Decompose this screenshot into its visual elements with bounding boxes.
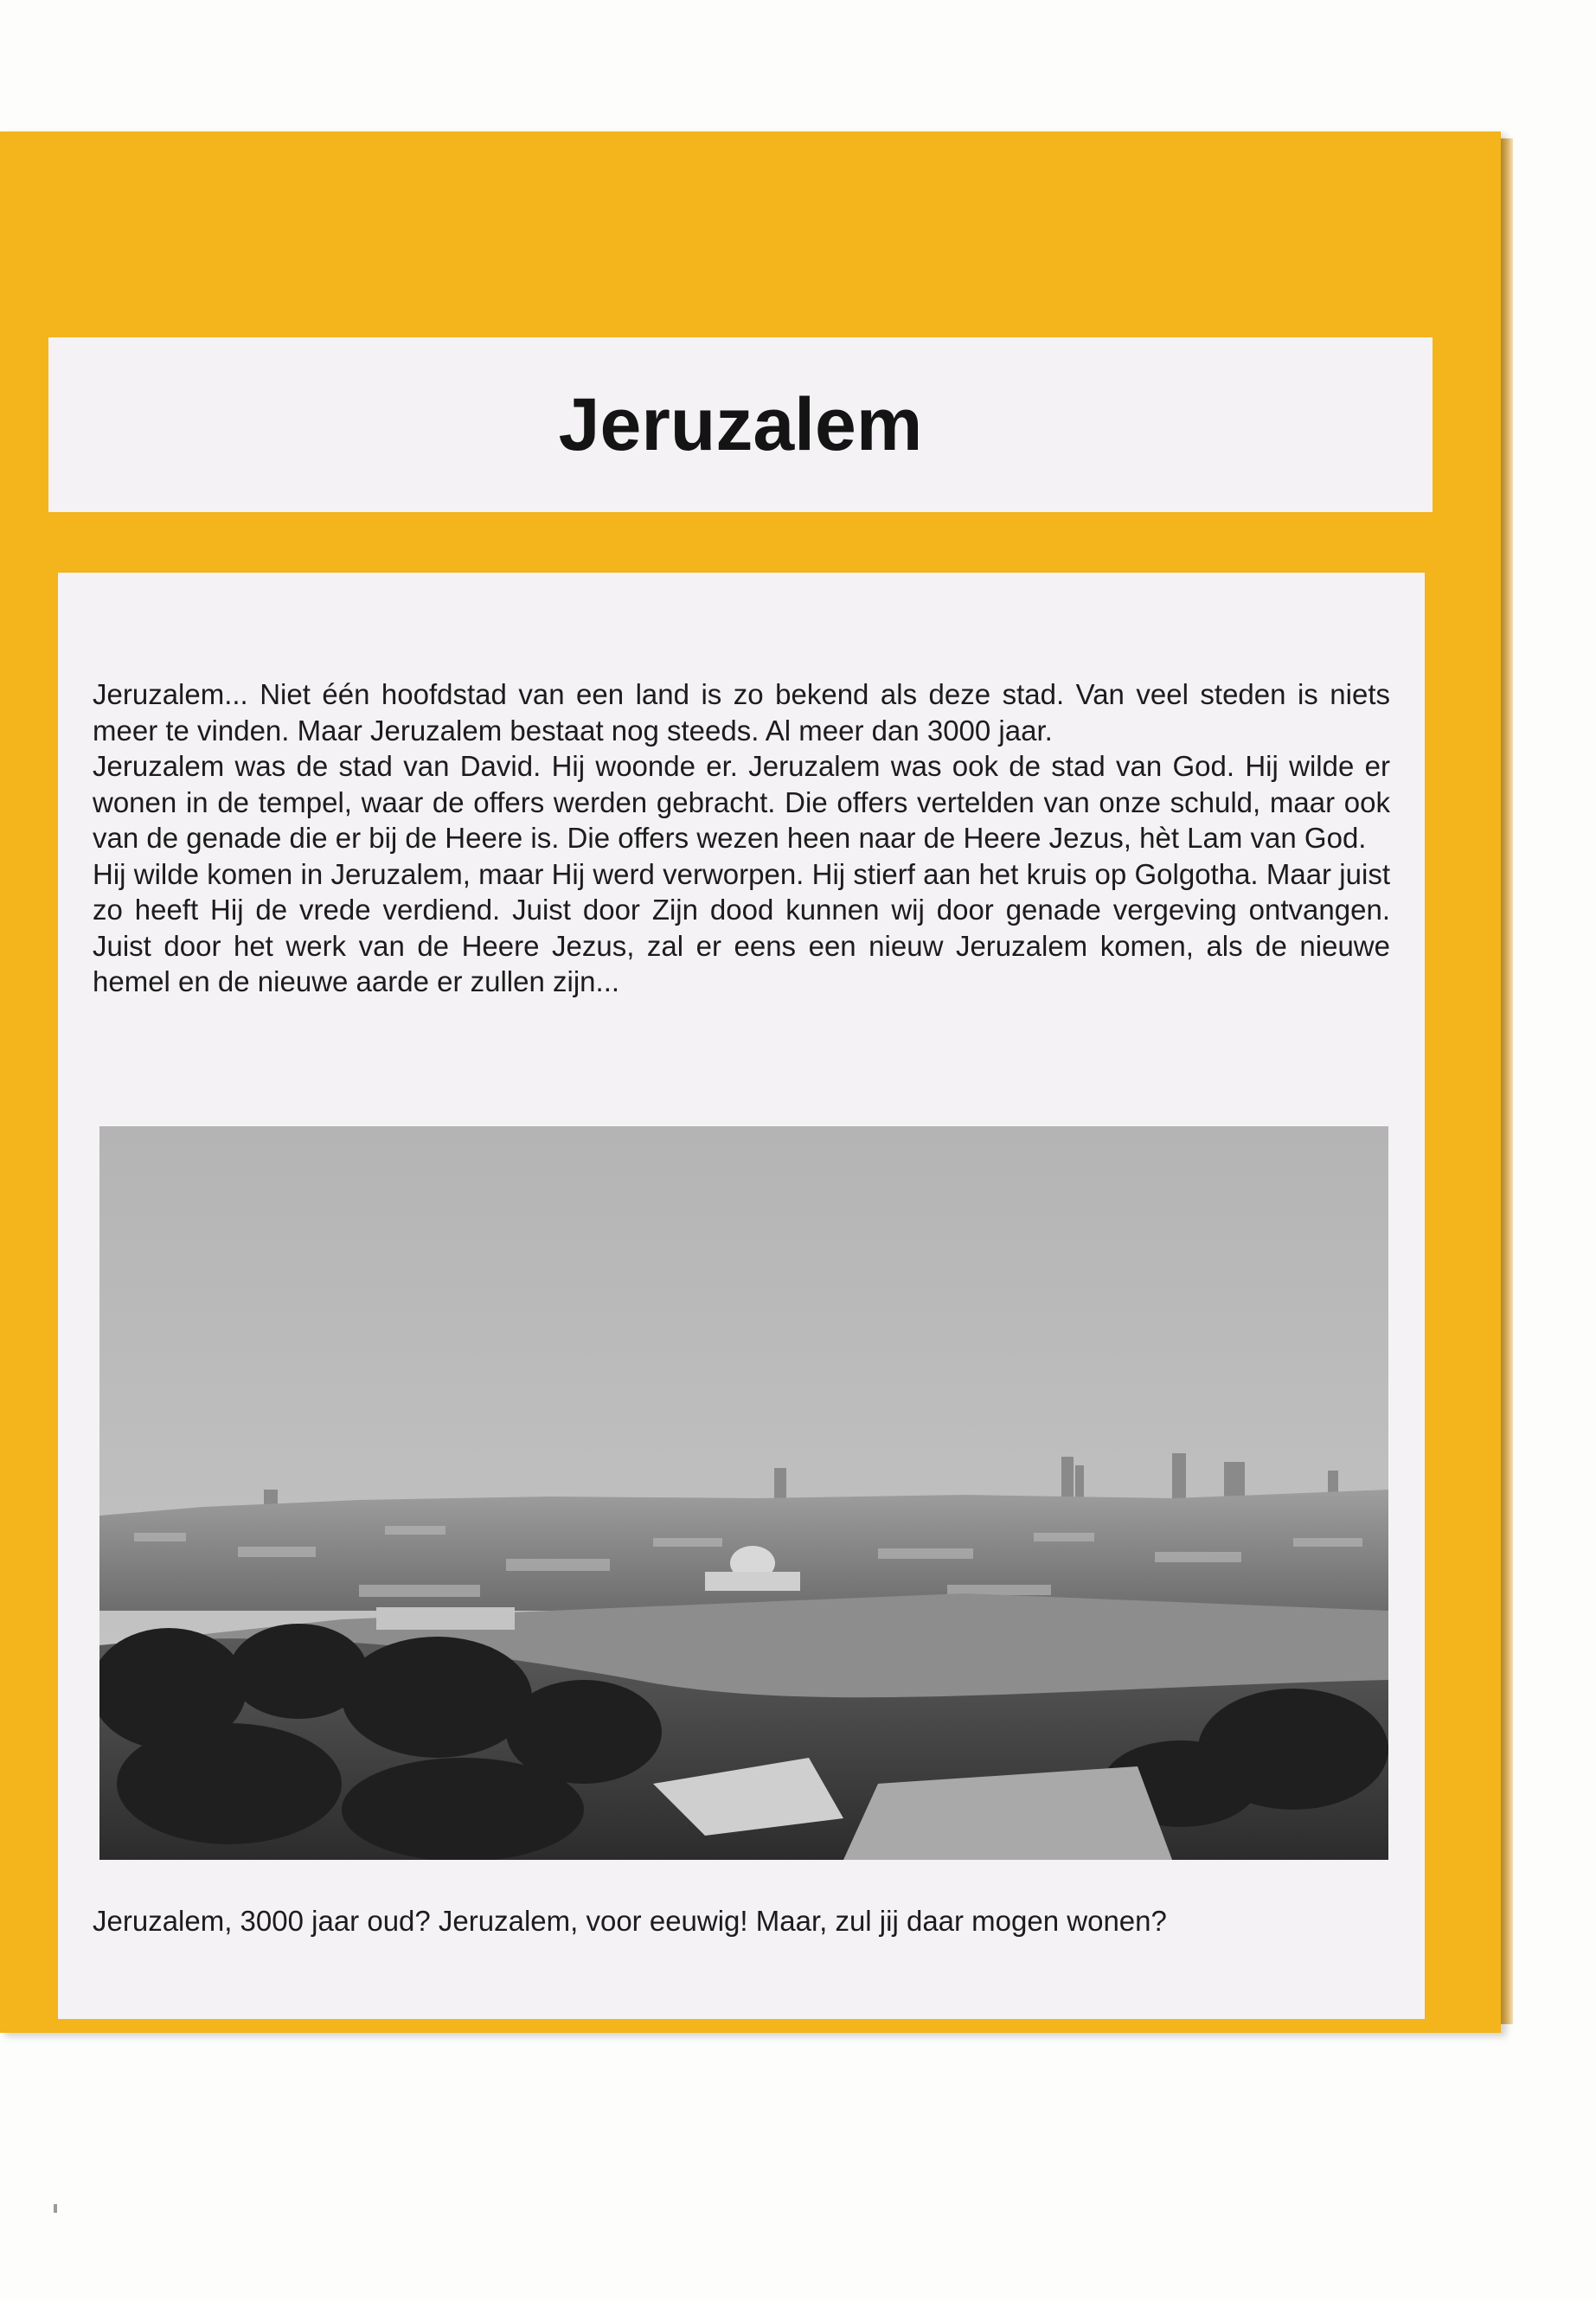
paragraph-2: Jeruzalem was de stad van David. Hij woonde er. Jeruzalem was ook de stad van God. Hij wilde er wonen in de tempel, waar de offers werden gebracht. Die offers vertelden van onze schuld, maar ook van de genade die er bij de Heere is. Die offers wezen heen naar de Heere Jezus, hèt Lam van God. bbox=[93, 750, 1390, 854]
body-text bbox=[93, 676, 1390, 1000]
scan-speck bbox=[54, 2204, 57, 2213]
page-edge bbox=[1501, 138, 1513, 2024]
title-panel bbox=[48, 337, 1433, 512]
city-photo-graphic bbox=[99, 1126, 1388, 1860]
page-title: Jeruzalem bbox=[558, 382, 923, 466]
jerusalem-photo bbox=[99, 1126, 1388, 1860]
paragraph-3: Hij wilde komen in Jeruzalem, maar Hij werd verworpen. Hij stierf aan het kruis op Golgotha. Maar juist zo heeft Hij de vrede verdiend. Juist door Zijn dood kunnen wij door genade vergeving ontvangen. Juist door het werk van de Heere Jezus, zal er eens een nieuw Jeruzalem komen, als de nieuwe hemel en de nieuwe aarde er zullen zijn... bbox=[93, 857, 1390, 997]
photo-caption: Jeruzalem, 3000 jaar oud? Jeruzalem, voor eeuwig! Maar, zul jij daar mogen wonen? bbox=[93, 1905, 1167, 1937]
paragraph-1: Jeruzalem... Niet één hoofdstad van een land is zo bekend als deze stad. Van veel steden is niets meer te vinden. Maar Jeruzalem bestaat nog steeds. Al meer dan 3000 jaar. bbox=[93, 678, 1390, 747]
content-panel bbox=[58, 573, 1425, 2019]
